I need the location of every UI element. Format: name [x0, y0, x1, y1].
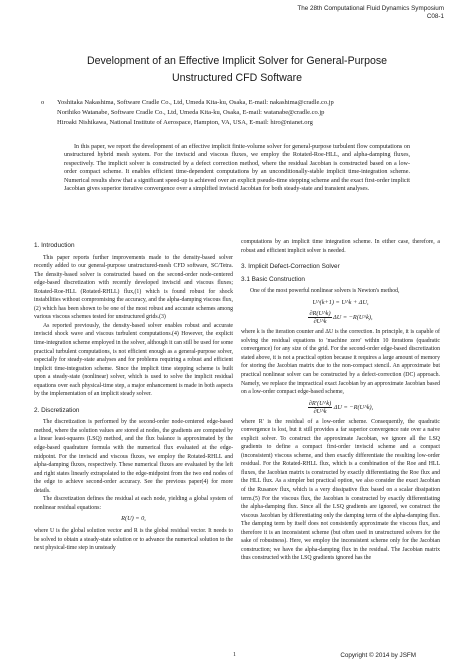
- defect-correction-paragraph: where k is the iteration counter and ΔU is the correction. In principle, it is capable of solving the residual equations to 'machine zero' within 10 iterations (quadratic convergence) for any size of the grid. For the second-order edge-based discretization stated above, it is not a practical option because it requires a large amount of memory for storing the Jacobian matrix due to the non-compact stencil. An approximate but practical nonlinear solver can be constructed by a defect-correction (DC) approach. Namely, we replace the impractical exact Jacobian by an approximate Jacobian based on a low-order compact edge-based scheme,: [241, 329, 440, 396]
- continued-paragraph: computations by an implicit time integration scheme. In either case, therefore, a robust and efficient implicit solver is needed.: [241, 239, 440, 254]
- intro-paragraph-1: This paper reports further improvements made to the density-based solver recently added to our general-purpose unstructured-mesh CFD software, SC/Tetra. The density-based solver is constructed based on the second-order node-centered edge-based discretization with recently developed inviscid and viscous fluxes; Rotated-Roe-HLL (Rotated-RHLL) flux,(1) which is found robust for shock instabilities without compromising the accuracy, and the alpha-damping viscous flux,(2) which has been shown to be one of the most robust and accurate schemes among various viscous schemes tested for unstructured grids.(3): [34, 254, 233, 321]
- author-1: Yoshitaka Nakashima, Software Cradle Co., Ltd, Umeda Kita-ku, Osaka, E-mail: nakashima@cradle.co.jp: [57, 99, 334, 106]
- author-block: [41, 98, 441, 128]
- jacobian-paragraph: where R' is the residual of a low-order scheme. Consequently, the quadratic convergence is lost, but it still provides a far superior convergence rate over a naive explicit solver. To construct the approximate Jacobian, we ignore all the LSQ gradients to define a compact first-order inviscid scheme and a compact (inconsistent) viscous scheme, and then exactly differentiate the resulting low-order residual. For the Rotated-RHLL flux, which is a combination of the Roe and HLL fluxes, the Jacobian matrix is constructed by exactly differentiating the Roe flux and the HLL flux. As a simpler but practical option, we also consider the exact Jacobian of the Rusanov flux, which is a very dissipative flux based on a scalar dissipation term.(5) For the viscous flux, the Jacobian is constructed by exactly differentiating the alpha-damping flux. Since all the LSQ gradients are ignored, we construct the viscous Jacobian by differentiating only the damping term of the alpha-damping flux. The damping term by itself does not consistently approximate the viscous flux, and therefore it is an inconsistent scheme (but often used in unstructured solvers for the sake of robustness). Here, we employ the inconsistent scheme only for the Jacobian construction; we have the alpha-damping flux in the residual. The Jacobian matrix thus constructed with the LSQ gradients ignored has the: [241, 418, 440, 562]
- section-1-heading: 1. Introduction: [34, 242, 75, 249]
- equation-approximate-jacobian: [241, 400, 440, 415]
- paper-title: [40, 53, 434, 87]
- discretization-paragraph-2: The discretization defines the residual at each node, yielding a global system of nonlinear residual equations:: [34, 496, 233, 511]
- page-number: 1: [233, 652, 236, 658]
- left-column: [34, 238, 233, 553]
- discretization-paragraph-3: where U is the global solution vector and R is the global residual vector. It needs to be solved to obtain a steady-state solution or to advance the numerical solution to the next physical-time step in unsteady: [34, 527, 233, 552]
- presenter-mark: o: [41, 99, 45, 106]
- conference-header: [297, 5, 444, 20]
- eq3-numerator: ∂R'(U^k): [308, 399, 332, 407]
- equation-newton-update: U^(k+1) = U^k + ΔU,: [312, 298, 369, 306]
- right-column: [241, 238, 440, 563]
- equation-newton-system: [241, 310, 440, 325]
- equation-residual: R(U) = 0,: [121, 515, 146, 523]
- newton-paragraph: One of the most powerful nonlinear solvers is Newton's method,: [250, 288, 400, 295]
- author-3: Hiroaki Nishikawa, National Institute of Aerospace, Hampton, VA, USA, E-mail: hiro@nianet.org: [57, 119, 313, 126]
- section-3-heading: 3. Implicit Defect-Correction Solver: [241, 263, 340, 271]
- title-line-2: Unstructured CFD Software: [171, 72, 303, 84]
- eq2-numerator: ∂R(U^k): [309, 310, 331, 318]
- abstract: In this paper, we report the development of an effective implicit finite-volume solver for general-purpose turbulent flow computations on unstructured hybrid mesh system. For the inviscid and viscous fluxes, we employ the Rotated-Roe-HLL, and alpha-damping fluxes, respectively. The implicit solver is constructed by a defect correction method, where the residual Jacobian is constructed based on a low-order compact scheme. It enables efficient time-dependent computations by an unconditionally-stable implicit time-integration scheme. Numerical results show that a significant speed-up is achieved over an explicit pseudo-time stepping scheme and the exact first-order implicit Jacobian gives superior iterative convergence over a simplified inviscid Jacobian for both steady-state and transient analyses.: [64, 144, 410, 193]
- section-3-1-heading: 3.1 Basic Construction: [241, 275, 305, 283]
- eq3-denominator: ∂U^k: [313, 407, 327, 415]
- discretization-paragraph-1: The discretization is performed by the second-order node-centered edge-based method, where the solution values are stored at nodes, the gradients are computed by a linear least-squares (LSQ) method, and the flux balance is approximated by the edge-based quadrature formula with the numerical flux evaluated at the edge-midpoint. For the inviscid and viscous fluxes, we employ the Rotated-RHLL and alpha-damping fluxes, respectively. These numerical fluxes are evaluated by the left and right states linearly extrapolated to the edge-midpoint from the two end nodes of the edge to achieve second-order accuracy. See the previous paper(4) for more details.: [34, 419, 233, 494]
- eq2-denominator: ∂U^k: [313, 318, 327, 326]
- eq3-rhs: ΔU = −R(U^k),: [333, 403, 374, 411]
- section-2-heading: 2. Discretization: [34, 406, 80, 414]
- paper-id: C08-1: [426, 12, 444, 20]
- author-2: Norihiko Watanabe, Software Cradle Co., Ltd, Umeda Kita-ku, Osaka, E-mail: watanabe@cradle.co.jp: [57, 109, 325, 116]
- conference-name: The 28th Computational Fluid Dynamics Symposium: [297, 5, 444, 12]
- title-line-1: Development of an Effective Implicit Solver for General-Purpose: [86, 55, 388, 67]
- eq2-rhs: ΔU = −R(U^k),: [333, 314, 373, 322]
- copyright: Copyright © 2014 by JSFM: [340, 652, 416, 659]
- intro-paragraph-2: As reported previously, the density-based solver enables robust and accurate inviscid shock wave and viscous turbulent computations.(4) However, the explicit time-integration scheme employed in the solver, although it can still be used for some practical turbulent computations, is not efficient enough as a general-purpose solver, especially for steady-state analyses and for problems requiring a robust and efficient implicit time-integration scheme. Since the implicit time stepping scheme is built upon a steady-state (nonlinear) solver, which is used to solve the implicit residual equations over each physical-time step, a major enhancement is made in both aspects by the implementation of an implicit steady solver.: [34, 322, 233, 398]
